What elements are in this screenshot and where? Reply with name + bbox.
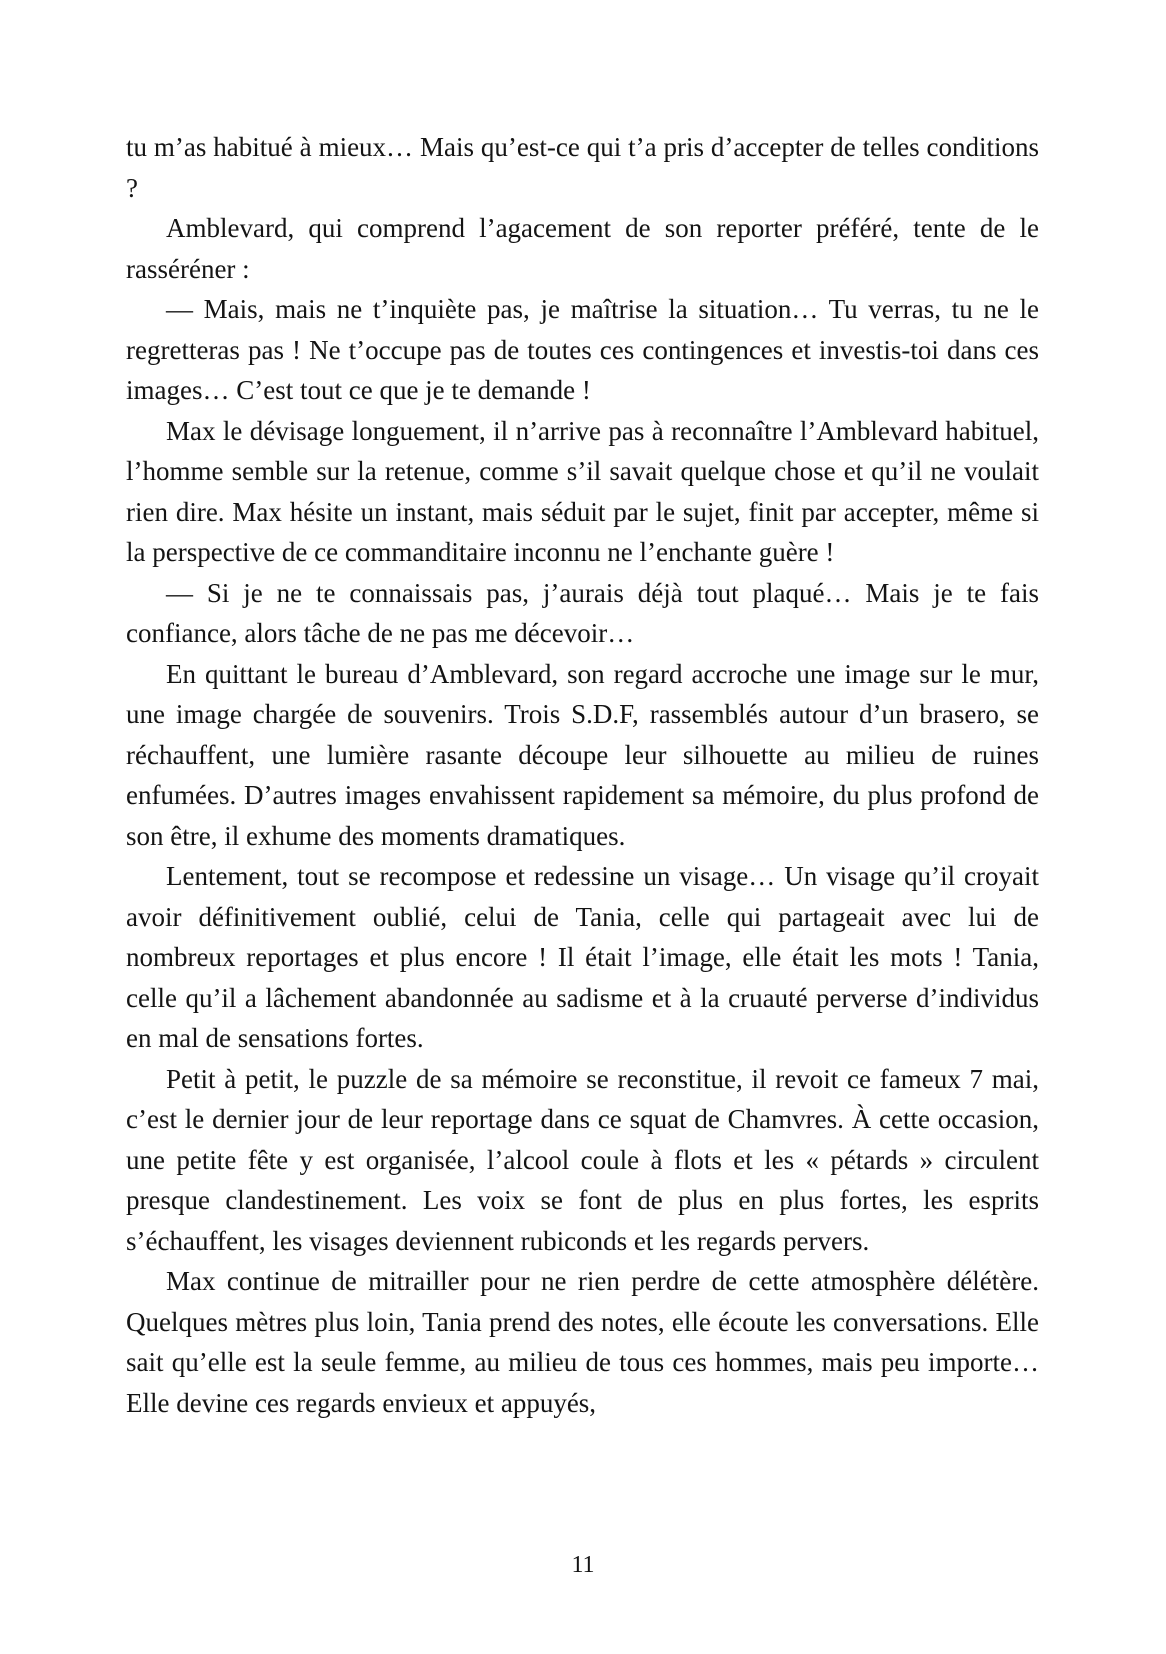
- paragraph: Petit à petit, le puzzle de sa mémoire se reconstitue, il revoit ce fameux 7 mai, c’est le dernier jour de leur reportage dans ce squat de Chamvres. À cette occasion, une petite fête y est organisée, l’alcool coule à flots et les « pétards » circulent presque clandestinement. Les voix se font de plus en plus fortes, les esprits s’échauffent, les visages deviennent rubiconds et les regards pervers.: [126, 1063, 1039, 1256]
- paragraph: Max continue de mitrailler pour ne rien perdre de cette atmosphère délétère. Quelques mètres plus loin, Tania prend des notes, elle écoute les conversations. Elle sait qu’elle est la seule femme, au milieu de tous ces hommes, mais peu importe… Elle devine ces regards envieux et appuyés,: [126, 1266, 1039, 1418]
- paragraph: Amblevard, qui comprend l’agacement de son reporter préféré, tente de le rasséréner :: [126, 213, 1039, 284]
- paragraph: En quittant le bureau d’Amblevard, son regard accroche une image sur le mur, une image chargée de souvenirs. Trois S.D.F, rassemblés autour d’un brasero, se réchauffent, une lumière rasante découpe leur silhouette au milieu de ruines enfumées. D’autres images envahissent rapidement sa mémoire, du plus profond de son être, il exhume des moments dramatiques.: [126, 658, 1039, 851]
- paragraph: Max le dévisage longuement, il n’arrive pas à reconnaître l’Amblevard habituel, l’homme semble sur la retenue, comme s’il savait quelque chose et qu’il ne voulait rien dire. Max hésite un instant, mais séduit par le sujet, finit par accepter, même si la perspective de ce commanditaire inconnu ne l’enchante guère !: [126, 415, 1039, 567]
- paragraph: Lentement, tout se recompose et redessine un visage… Un visage qu’il croyait avoir définitivement oublié, celui de Tania, celle qui partageait avec lui de nombreux reportages et plus encore ! Il était l’image, elle était les mots ! Tania, celle qu’il a lâchement abandonnée au sadisme et à la cruauté perverse d’individus en mal de sensations fortes.: [126, 861, 1039, 1053]
- dialogue-line: — Mais, mais ne t’inquiète pas, je maîtrise la situation… Tu verras, tu ne le regretteras pas ! Ne t’occupe pas de toutes ces contingences et investis-toi dans ces images… C’est tout ce que je te demande !: [126, 294, 1039, 405]
- paragraph-continued: tu m’as habitué à mieux… Mais qu’est-ce qui t’a pris d’accepter de telles conditions ?: [126, 132, 1039, 203]
- dialogue-line: — Si je ne te connaissais pas, j’aurais déjà tout plaqué… Mais je te fais confiance, alors tâche de ne pas me décevoir…: [126, 577, 1039, 648]
- page-body: [126, 127, 1039, 1423]
- page-number: 11: [571, 1552, 595, 1578]
